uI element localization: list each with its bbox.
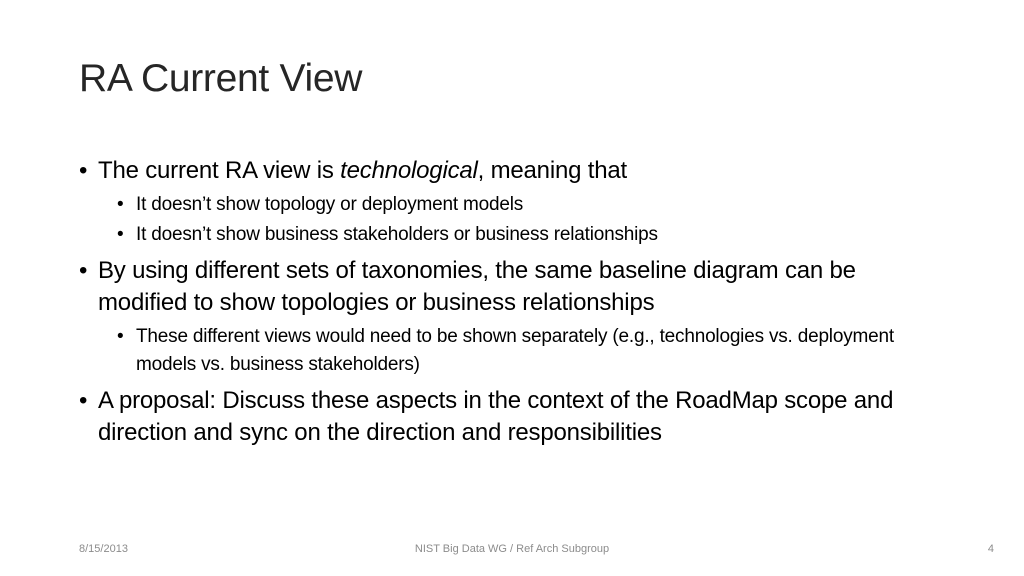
bullet-dot: • xyxy=(117,224,124,245)
bullet-dot: • xyxy=(117,326,124,347)
sub-bullet-text: It doesn’t show business stakeholders or business relationships xyxy=(136,224,658,245)
sub-bullet-text: These different views would need to be shown separately (e.g., technologies vs. deployment models vs. business stakeholders) xyxy=(136,326,894,375)
sub-bullet-list xyxy=(79,323,949,379)
bullet-item xyxy=(79,385,949,449)
footer-date: 8/15/2013 xyxy=(79,543,128,555)
slide-number: 4 xyxy=(987,543,994,555)
footer-title: NIST Big Data WG / Ref Arch Subgroup xyxy=(414,543,610,555)
bullet-dot: • xyxy=(117,194,124,215)
sub-bullet-item xyxy=(79,221,949,249)
bullet-dot: • xyxy=(79,387,88,414)
sub-bullet-item xyxy=(79,191,949,219)
bullet-text-continued: , meaning that xyxy=(477,157,627,184)
bullet-dot: • xyxy=(79,157,88,184)
bullet-text: A proposal: Discuss these aspects in the context of the RoadMap scope and direction and sync on the direction and responsibilities xyxy=(98,387,894,446)
sub-bullet-text: It doesn’t show topology or deployment models xyxy=(136,194,524,215)
bullet-emphasis: technological xyxy=(340,157,478,184)
bullet-text: The current RA view is xyxy=(98,157,341,184)
slide-content xyxy=(79,155,949,449)
bullet-text: By using different sets of taxonomies, the same baseline diagram can be modified to show topologies or business relationships xyxy=(98,257,856,316)
sub-bullet-list xyxy=(79,191,949,249)
sub-bullet-item xyxy=(79,323,949,379)
slide-title: RA Current View xyxy=(79,57,363,100)
bullet-dot: • xyxy=(79,257,88,284)
bullet-item xyxy=(79,155,949,187)
bullet-item xyxy=(79,255,949,319)
